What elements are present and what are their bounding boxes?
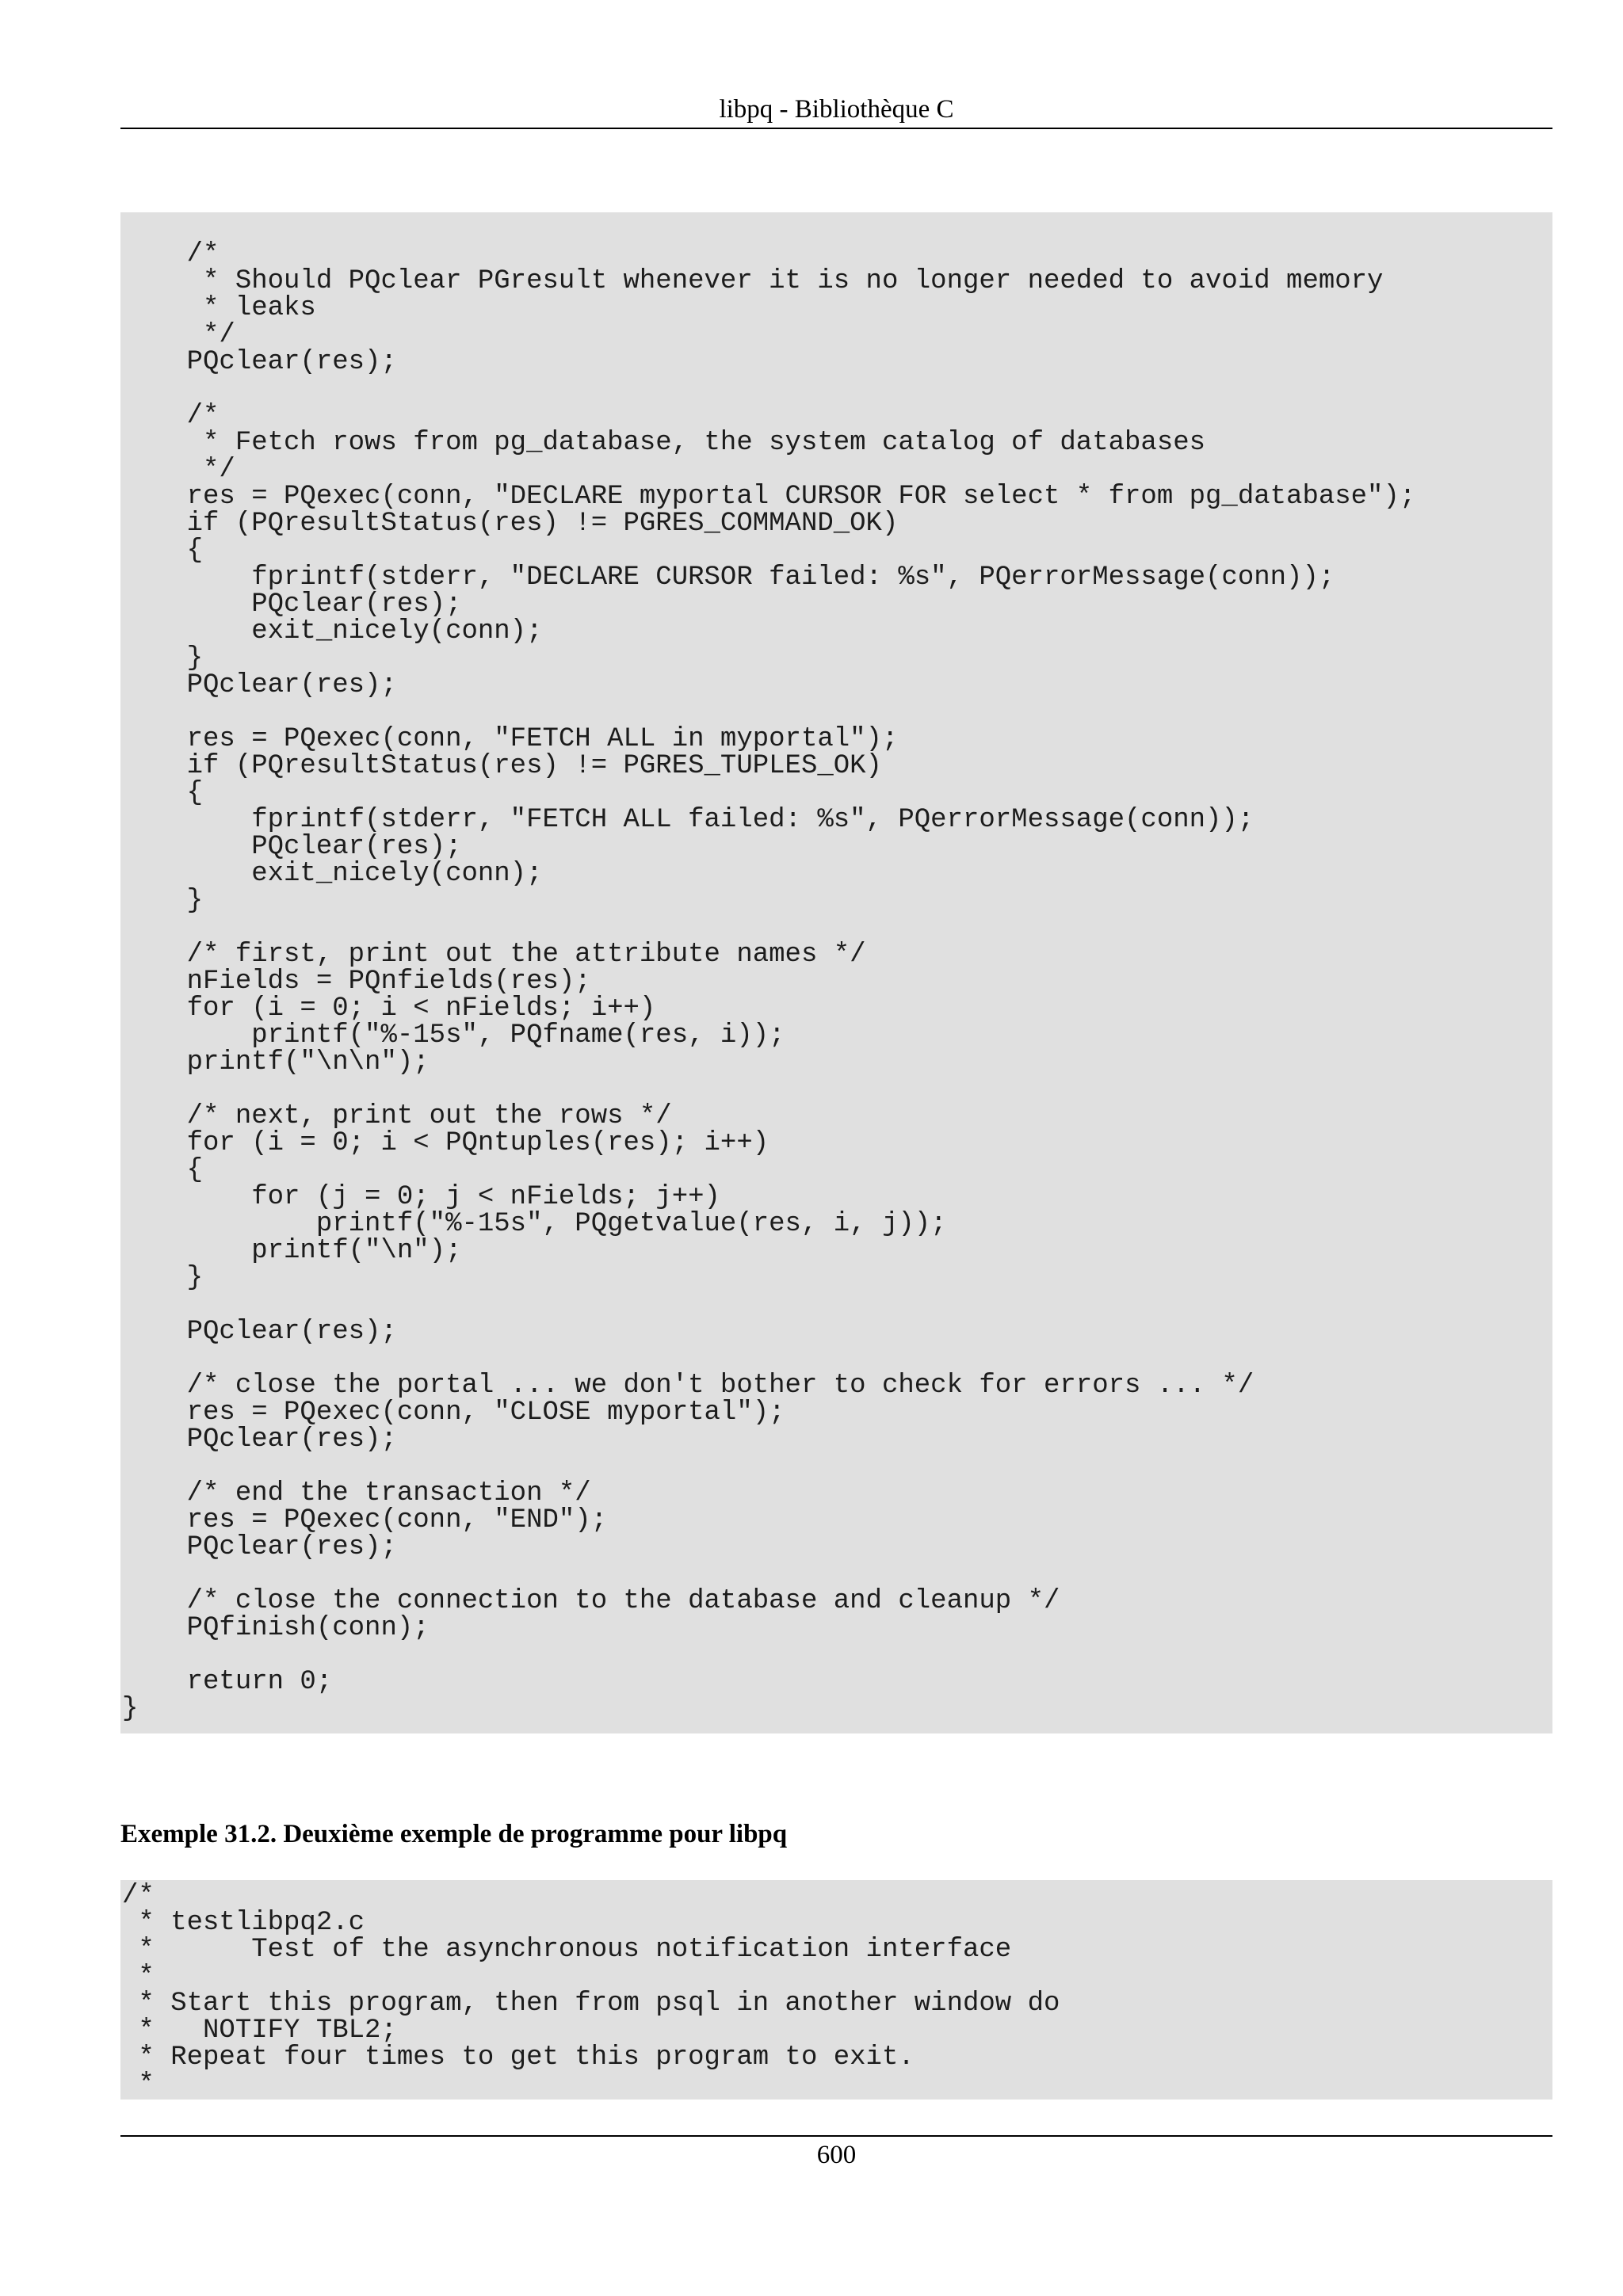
page-header-title: libpq - Bibliothèque C (719, 95, 954, 124)
header-rule (120, 128, 1552, 129)
footer-rule (120, 2135, 1552, 2137)
example-heading: Exemple 31.2. Deuxième exemple de programme pour libpq (120, 1820, 788, 1848)
code-block-testlibpq2: /* * testlibpq2.c * Test of the asynchronous notification interface * * Start this program, then from psql in another window do * NOTIFY TBL2; * Repeat four times to get this program to exit. * (120, 1880, 1552, 2100)
code-block-main-program: /* * Should PQclear PGresult whenever it is no longer needed to avoid memory * leaks */ PQclear(res); /* * Fetch rows from pg_database, the system catalog of databases */ res = PQexec(conn, "DECLARE myportal CURSOR FOR select * from pg_database"); if (PQresultStatus(res) != PGRES_COMMAND_OK) { fprintf(stderr, "DECLARE CURSOR failed: %s", PQerrorMessage(conn)); PQclear(res); exit_nicely(conn); } PQclear(res); res = PQexec(conn, "FETCH ALL in myportal"); if (PQresultStatus(res) != PGRES_TUPLES_OK) { fprintf(stderr, "FETCH ALL failed: %s", PQerrorMessage(conn)); PQclear(res); exit_nicely(conn); } /* first, print out the attribute names */ nFields = PQnfields(res); for (i = 0; i < nFields; i++) printf("%-15s", PQfname(res, i)); printf("\n\n"); /* next, print out the rows */ for (i = 0; i < PQntuples(res); i++) { for (j = 0; j < nFields; j++) printf("%-15s", PQgetvalue(res, i, j)); printf("\n"); } PQclear(res); /* close the portal ... we don't bother to check for errors ... */ res = PQexec(conn, "CLOSE myportal"); PQclear(res); /* end the transaction */ res = PQexec(conn, "END"); PQclear(res); /* close the connection to the database and cleanup */ PQfinish(conn); return 0; } (120, 212, 1552, 1733)
page-number: 600 (816, 2141, 857, 2169)
